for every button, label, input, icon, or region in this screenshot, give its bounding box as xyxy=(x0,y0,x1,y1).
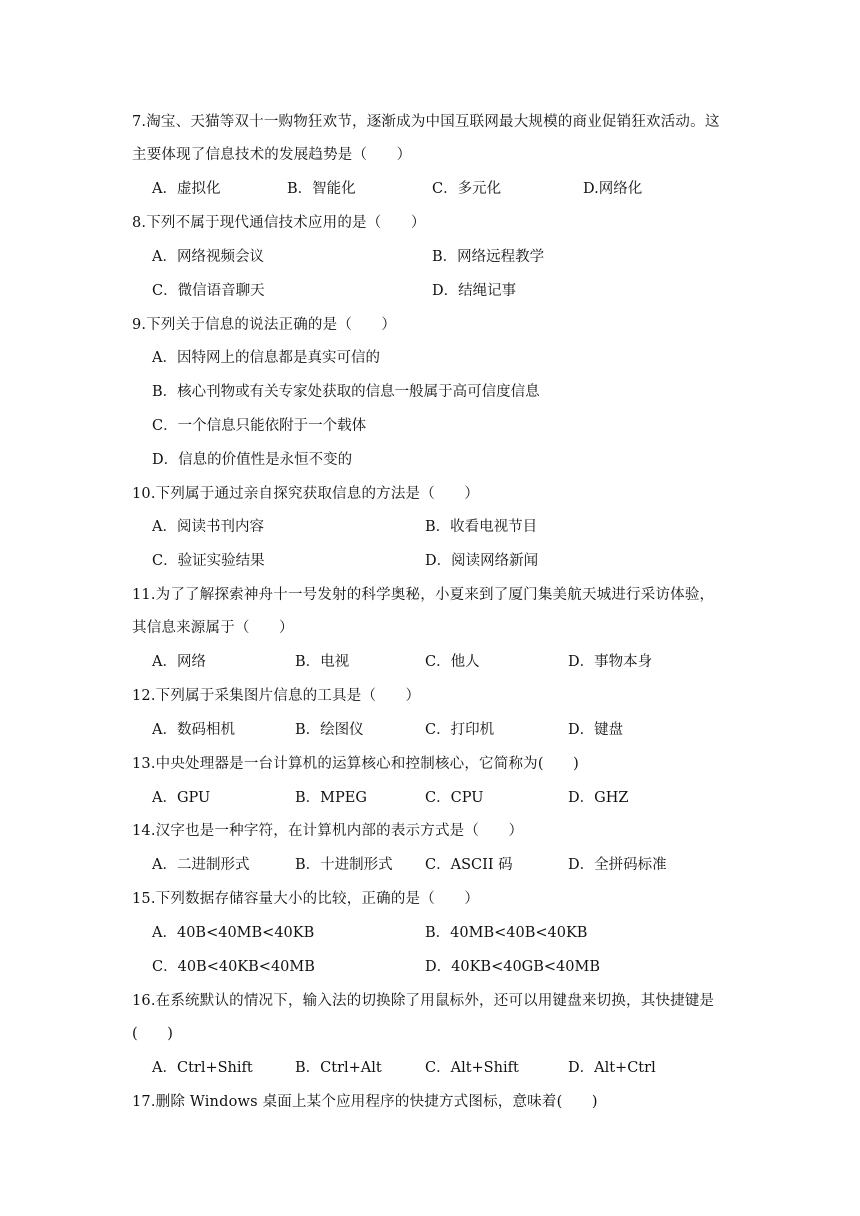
question-9-stem: 9.下列关于信息的说法正确的是（ ） xyxy=(132,317,397,333)
question-12-stem: 12.下列属于采集图片信息的工具是（ ） xyxy=(132,688,421,704)
question-12-option-c: C．打印机 xyxy=(425,722,495,738)
question-12-option-a: A．数码相机 xyxy=(152,722,235,738)
question-13-option-d: D．GHZ xyxy=(568,790,629,806)
question-9-option-c: C．一个信息只能依附于一个载体 xyxy=(152,418,367,434)
question-13-option-a: A．GPU xyxy=(152,790,211,806)
question-8-option-b: B．网络远程教学 xyxy=(432,249,545,265)
question-7-option-b: B．智能化 xyxy=(287,181,356,197)
question-9-option-d: D．信息的价值性是永恒不变的 xyxy=(152,452,353,468)
question-7-stem-line-1: 7.淘宝、天猫等双十一购物狂欢节，逐渐成为中国互联网最大规模的商业促销狂欢活动。这 xyxy=(132,114,720,130)
question-10-option-b: B．收看电视节目 xyxy=(425,519,538,535)
question-15-stem: 15.下列数据存储容量大小的比较，正确的是（ ） xyxy=(132,891,480,907)
question-11-option-a: A．网络 xyxy=(152,654,206,670)
question-13-option-b: B．MPEG xyxy=(295,790,367,806)
question-11-stem-line-1: 11.为了了解探索神舟十一号发射的科学奥秘，小夏来到了厦门集美航天城进行采访体验， xyxy=(132,587,715,603)
question-8-option-d: D．结绳记事 xyxy=(432,283,517,299)
question-12-option-d: D．键盘 xyxy=(568,722,624,738)
question-8-option-c: C．微信语音聊天 xyxy=(152,283,265,299)
question-10-stem: 10.下列属于通过亲自探究获取信息的方法是（ ） xyxy=(132,486,480,502)
question-14-option-c: C．ASCII 码 xyxy=(425,857,513,873)
question-8-option-a: A．网络视频会议 xyxy=(152,249,264,265)
question-7-option-a: A．虚拟化 xyxy=(152,181,221,197)
question-14-stem: 14.汉字也是一种字符，在计算机内部的表示方式是（ ） xyxy=(132,823,524,839)
question-16-option-c: C．Alt+Shift xyxy=(425,1060,519,1076)
question-11-option-b: B．电视 xyxy=(295,654,350,670)
question-7-option-c: C．多元化 xyxy=(432,181,502,197)
question-16-stem-line-1: 16.在系统默认的情况下，输入法的切换除了用鼠标外，还可以用键盘来切换，其快捷键是 xyxy=(132,993,715,1009)
question-11-option-c: C．他人 xyxy=(425,654,480,670)
question-13-option-c: C．CPU xyxy=(425,790,484,806)
question-16-option-d: D．Alt+Ctrl xyxy=(568,1060,656,1076)
question-16-stem-line-2: ( ) xyxy=(132,1026,174,1042)
question-10-option-a: A．阅读书刊内容 xyxy=(152,519,264,535)
question-12-option-b: B．绘图仪 xyxy=(295,722,364,738)
question-13-stem: 13.中央处理器是一台计算机的运算核心和控制核心，它简称为( ) xyxy=(132,756,579,772)
question-15-option-d: D．40KB<40GB<40MB xyxy=(425,959,601,975)
question-9-option-b: B．核心刊物或有关专家处获取的信息一般属于高可信度信息 xyxy=(152,384,540,400)
question-14-option-b: B．十进制形式 xyxy=(295,857,393,873)
question-17-stem: 17.删除 Windows 桌面上某个应用程序的快捷方式图标，意味着( ) xyxy=(132,1094,598,1110)
question-8-stem: 8.下列不属于现代通信技术应用的是（ ） xyxy=(132,215,426,231)
question-7-option-d: D.网络化 xyxy=(583,181,643,197)
question-16-option-b: B．Ctrl+Alt xyxy=(295,1060,382,1076)
question-14-option-a: A．二进制形式 xyxy=(152,857,250,873)
question-7-stem-line-2: 主要体现了信息技术的发展趋势是（ ） xyxy=(132,147,412,163)
question-11-option-d: D．事物本身 xyxy=(568,654,653,670)
question-14-option-d: D．全拼码标准 xyxy=(568,857,667,873)
question-11-stem-line-2: 其信息来源属于（ ） xyxy=(132,620,294,636)
question-10-option-c: C．验证实验结果 xyxy=(152,553,265,569)
question-15-option-a: A．40B<40MB<40KB xyxy=(152,925,315,941)
question-15-option-c: C．40B<40KB<40MB xyxy=(152,959,315,975)
question-9-option-a: A．因特网上的信息都是真实可信的 xyxy=(152,350,380,366)
question-10-option-d: D．阅读网络新闻 xyxy=(425,553,539,569)
question-15-option-b: B．40MB<40B<40KB xyxy=(425,925,588,941)
question-16-option-a: A．Ctrl+Shift xyxy=(152,1060,253,1076)
